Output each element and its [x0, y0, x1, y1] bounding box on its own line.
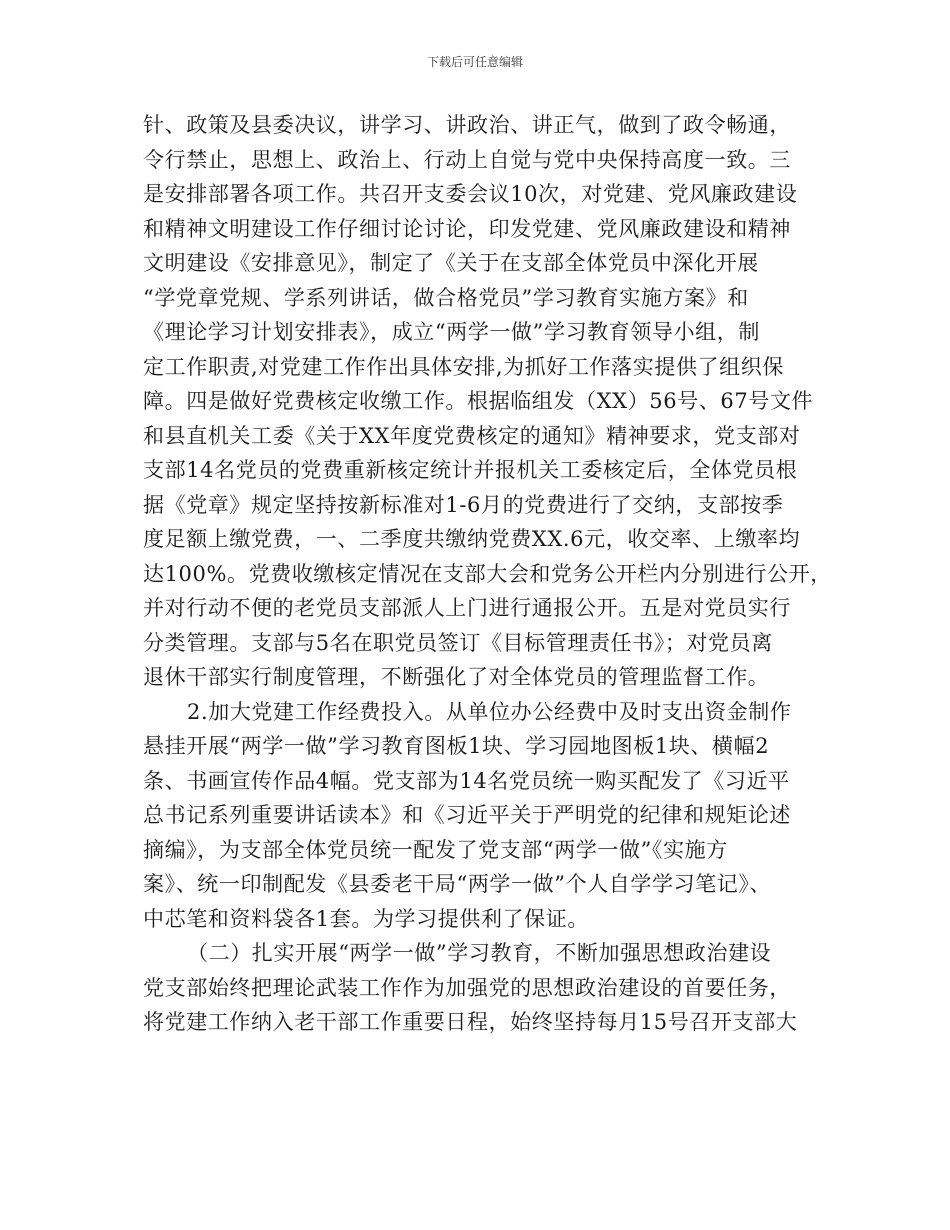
text-line: 分类管理。支部与5名在职党员签订《目标管理责任书》；对党员离 — [143, 630, 773, 655]
text-line: 摘编》，为支部全体党员统一配发了党支部“两学一做”《实施方 — [143, 837, 728, 862]
text-line: 文明建设《安排意见》，制定了《关于在支部全体党员中深化开展 — [143, 251, 759, 275]
page-header: 下载后可任意编辑 — [426, 55, 523, 69]
text-line: 将党建工作纳入老干部工作重要日程，始终坚持每月15号召开支部大 — [143, 1010, 798, 1034]
text-line: 和精神文明建设工作仔细讨论讨论，印发党建、党风廉政建设和精神 — [143, 216, 791, 241]
text-line: 党支部始终把理论武装工作作为加强党的思想政治建设的首要任务， — [143, 975, 791, 1000]
text-line: 是安排部署各项工作。共召开支委会议10次，对党建、党风廉政建设 — [143, 182, 798, 206]
paragraph-p3 — [143, 936, 808, 1040]
paragraph-p2 — [143, 695, 808, 937]
text-line: 总书记系列重要讲话读本》和《习近平关于严明党的纪律和规矩论述 — [143, 803, 791, 827]
text-line: 《理论学习计划安排表》，成立“两学一做”学习教育领导小组，制 — [143, 320, 760, 344]
text-line: 针、政策及县委决议，讲学习、讲政治、讲正气，做到了政令畅通， — [143, 113, 791, 137]
text-line: 条、书画宣传作品4幅。党支部为14名党员统一购买配发了《习近平 — [143, 768, 790, 793]
paragraph-p1 — [143, 108, 832, 695]
text-line: 中芯笔和资料袋各1套。为学习提供利了保证。 — [143, 906, 589, 931]
text-line: 据《党章》规定坚持按新标准对1-6月的党费进行了交纳，支部按季 — [143, 492, 784, 517]
document-body — [143, 108, 832, 1040]
text-line: 支部14名党员的党费重新核定统计并报机关工委核定后，全体党员根 — [143, 458, 798, 482]
text-line: 退休干部实行制度管理，不断强化了对全体党员的管理监督工作。 — [143, 665, 770, 689]
text-line: 定工作职责,对党建工作作出具体安排,为抓好工作落实提供了组织保 — [143, 354, 784, 379]
text-line: （二）扎实开展“两学一做”学习教育，不断加强思想政治建设 — [187, 941, 772, 965]
text-line: 并对行动不便的老党员支部派人上门进行通报公开。五是对党员实行 — [143, 596, 791, 620]
text-line: 达100%。党费收缴核定情况在支部大会和党务公开栏内分别进行公开， — [143, 561, 832, 586]
text-line: 和县直机关工委《关于XX年度党费核定的通知》精神要求，党支部对 — [143, 423, 801, 448]
text-line: 2.加大党建工作经费投入。从单位办公经费中及时支出资金制作 — [187, 699, 792, 724]
text-line: 障。四是做好党费核定收缴工作。根据临组发（XX）56号、67号文件 — [143, 389, 814, 413]
text-line: 度足额上缴党费，一、二季度共缴纳党费XX.6元，收交率、上缴率均 — [143, 527, 801, 551]
text-line: 令行禁止，思想上、政治上、行动上自觉与党中央保持高度一致。三 — [143, 147, 791, 172]
text-line: “学党章党规、学系列讲话，做合格党员”学习教育实施方案》和 — [143, 285, 749, 310]
text-line: 悬挂开展“两学一做”学习教育图板1块、学习园地图板1块、横幅2 — [143, 734, 770, 758]
text-line: 案》、统一印制配发《县委老干局“两学一做”个人自学学习笔记》、 — [143, 872, 772, 896]
